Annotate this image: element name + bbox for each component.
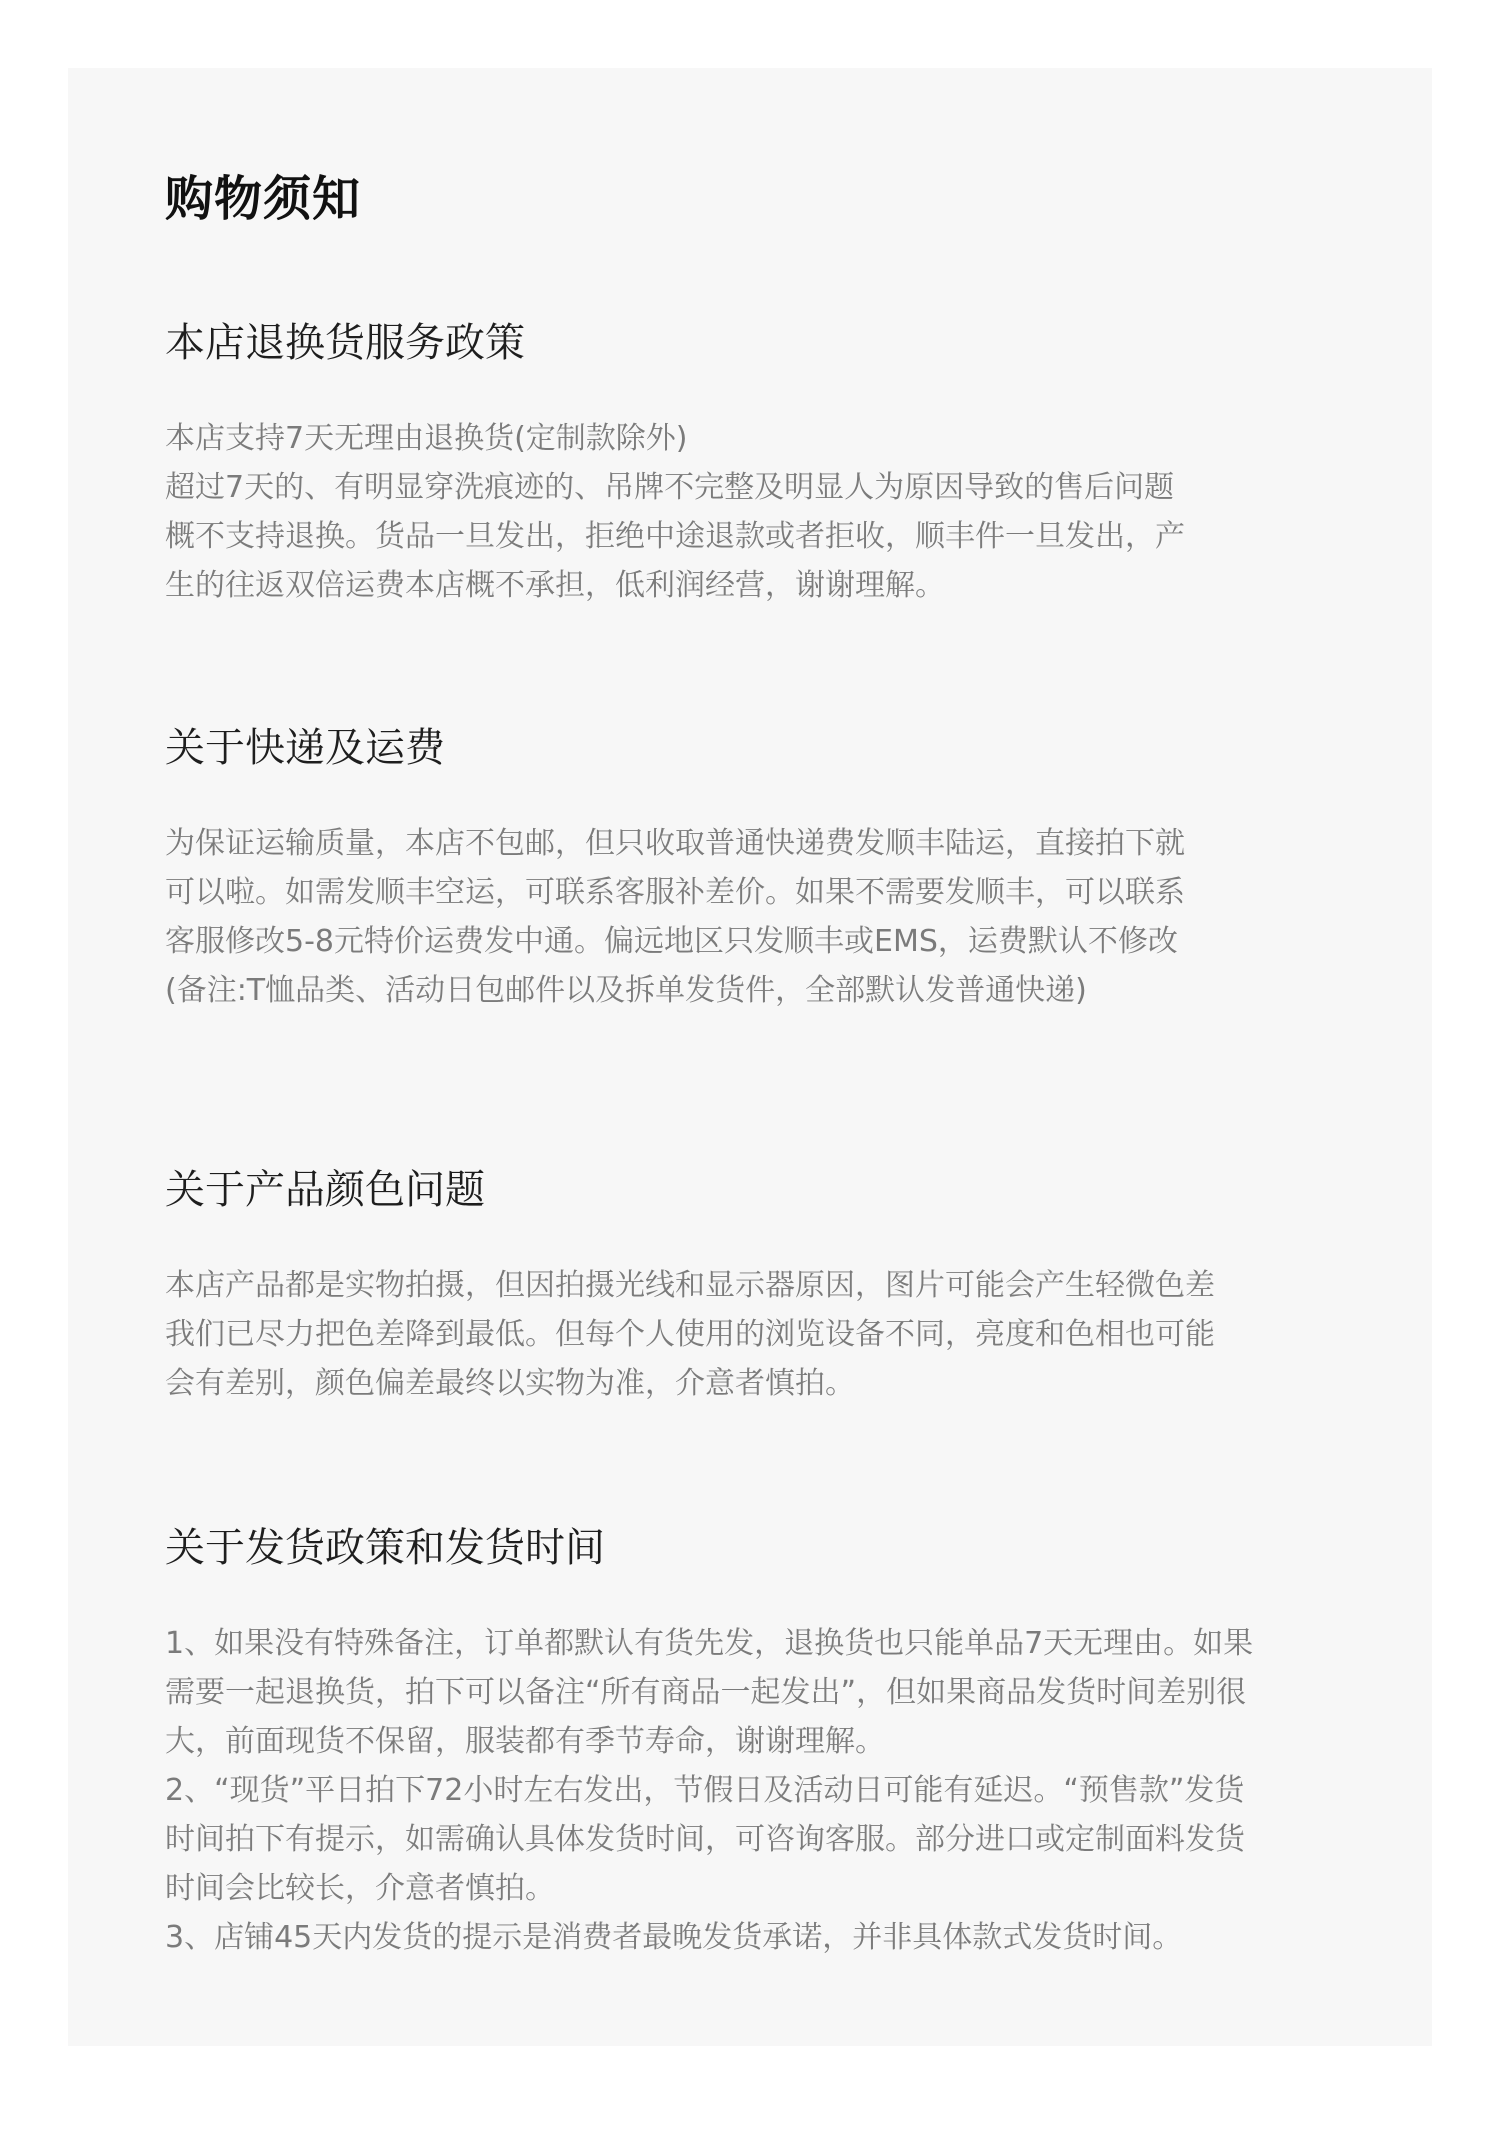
body-line: 2、“现货”平日拍下72小时左右发出，节假日及活动日可能有延迟。“预售款”发货 bbox=[165, 1773, 1245, 1808]
body-line: 会有差别，颜色偏差最终以实物为准，介意者慎拍。 bbox=[165, 1366, 855, 1401]
body-line: 我们已尽力把色差降到最低。但每个人使用的浏览设备不同，亮度和色相也可能 bbox=[165, 1317, 1215, 1352]
section-return-policy bbox=[165, 318, 1395, 610]
body-line: 可以啦。如需发顺丰空运，可联系客服补差价。如果不需要发顺丰，可以联系 bbox=[165, 875, 1185, 910]
body-line: 需要一起退换货，拍下可以备注“所有商品一起发出”，但如果商品发货时间差别很 bbox=[165, 1675, 1247, 1710]
body-line: 客服修改5-8元特价运费发中通。偏远地区只发顺丰或EMS，运费默认不修改 bbox=[165, 924, 1178, 959]
section-shipping-fees bbox=[165, 723, 1395, 1015]
section-color-issues bbox=[165, 1165, 1395, 1408]
body-line: 时间拍下有提示，如需确认具体发货时间，可咨询客服。部分进口或定制面料发货 bbox=[165, 1822, 1245, 1857]
body-line: 本店支持7天无理由退换货(定制款除外) bbox=[165, 421, 688, 456]
body-line: (备注:T恤品类、活动日包邮件以及拆单发货件，全部默认发普通快递) bbox=[165, 973, 1087, 1008]
section-body bbox=[165, 819, 1395, 1015]
body-line: 本店产品都是实物拍摄，但因拍摄光线和显示器原因，图片可能会产生轻微色差 bbox=[165, 1268, 1215, 1303]
body-line: 为保证运输质量，本店不包邮，但只收取普通快递费发顺丰陆运，直接拍下就 bbox=[165, 826, 1185, 861]
section-body bbox=[165, 1619, 1395, 1962]
section-heading: 关于发货政策和发货时间 bbox=[165, 1525, 605, 1571]
section-heading: 关于产品颜色问题 bbox=[165, 1167, 485, 1213]
body-line: 1、如果没有特殊备注，订单都默认有货先发，退换货也只能单品7天无理由。如果 bbox=[165, 1626, 1254, 1661]
body-line: 大，前面现货不保留，服装都有季节寿命，谢谢理解。 bbox=[165, 1724, 885, 1759]
body-line: 时间会比较长，介意者慎拍。 bbox=[165, 1871, 555, 1906]
shopping-notice-panel bbox=[68, 68, 1432, 2046]
body-line: 超过7天的、有明显穿洗痕迹的、吊牌不完整及明显人为原因导致的售后问题 bbox=[165, 470, 1175, 505]
section-dispatch-policy bbox=[165, 1523, 1395, 1962]
body-line: 3、店铺45天内发货的提示是消费者最晚发货承诺，并非具体款式发货时间。 bbox=[165, 1920, 1183, 1955]
section-heading: 关于快递及运费 bbox=[165, 725, 445, 771]
section-body bbox=[165, 414, 1395, 610]
page-title: 购物须知 bbox=[165, 171, 362, 227]
body-line: 生的往返双倍运费本店概不承担，低利润经营，谢谢理解。 bbox=[165, 568, 945, 603]
section-heading: 本店退换货服务政策 bbox=[165, 320, 525, 366]
body-line: 概不支持退换。货品一旦发出，拒绝中途退款或者拒收，顺丰件一旦发出，产 bbox=[165, 519, 1185, 554]
section-body bbox=[165, 1261, 1395, 1408]
